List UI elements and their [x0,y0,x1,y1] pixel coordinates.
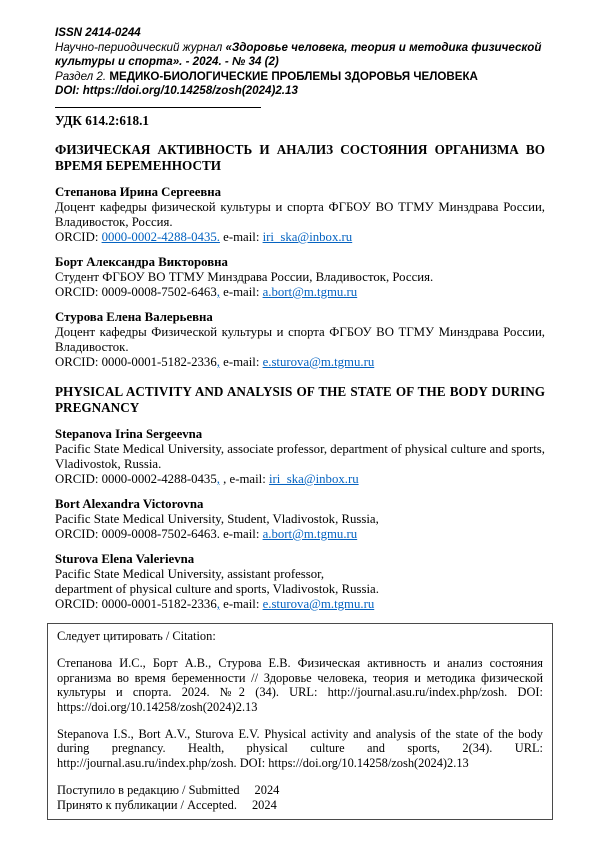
email-label: e-mail: [219,284,263,299]
author-name: Степанова Ирина Сергеевна [55,184,222,199]
email-label: , e-mail: [219,471,269,486]
article-title-ru: ФИЗИЧЕСКАЯ АКТИВНОСТЬ И АНАЛИЗ СОСТОЯНИЯ ОРГАНИЗМА ВО ВРЕМЯ БЕРЕМЕННОСТИ [55,141,545,174]
accepted-label: Принято к публикации / Accepted. [57,797,237,812]
affiliation-line: Доцент кафедры Физической культуры и спорта ФГБОУ ВО ТГМУ Минздрава России, Владивосток. [55,324,545,354]
orcid-link[interactable]: 0000-0002-4288-0435. [101,229,220,244]
author-affiliation [55,567,545,597]
author-name: Stepanova Irina Sergeevna [55,426,203,441]
author-name: Sturova Elena Valerievna [55,551,195,566]
email-label: e-mail: [219,354,263,369]
orcid-link[interactable]: , [216,354,220,369]
author-block-ru-sturova [55,310,545,370]
author-orcid-line [55,230,545,245]
orcid-value: ORCID: 0009-0008-7502-6463 [55,284,217,299]
author-block-en-stepanova [55,427,545,487]
issn: ISSN 2414-0244 [55,26,141,39]
submitted-label: Поступило в редакцию / Submitted [57,783,240,798]
affiliation-line: department of physical culture and sports, Vladivostok, Russia. [55,581,379,596]
journal-name: «Здоровье человека, теория и методика физической культуры и спорта». - 2024. - № 34 (2) [55,40,542,69]
author-name: Стурова Елена Валерьевна [55,309,213,324]
orcid-value: ORCID: 0000-0001-5182-2336 [55,596,217,611]
orcid-value: ORCID: 0009-0008-7502-6463. e-mail: [55,526,263,541]
affiliation-line: Pacific State Medical University, Student, Vladivostok, Russia, [55,511,379,526]
citation-box [47,623,553,820]
journal-issn-line [55,26,545,41]
affiliation-line: Pacific State Medical University, assistant professor, [55,566,325,581]
submission-dates [57,783,543,812]
author-affiliation [55,200,545,230]
divider-line [55,107,261,108]
author-block-en-sturova [55,552,545,612]
journal-type: Научно-периодический журнал [55,40,226,54]
author-affiliation [55,270,545,285]
author-block-ru-stepanova [55,185,545,245]
email-link[interactable]: e.sturova@m.tgmu.ru [262,354,375,369]
email-link[interactable]: a.bort@m.tgmu.ru [262,284,358,299]
author-block-ru-bort [55,255,545,300]
email-link[interactable]: e.sturova@m.tgmu.ru [262,596,375,611]
email-link[interactable]: iri_ska@inbox.ru [268,471,359,486]
author-affiliation [55,325,545,355]
author-name: Bort Alexandra Victorovna [55,496,204,511]
udk-code: УДК 614.2:618.1 [55,112,150,128]
author-affiliation [55,512,545,527]
author-orcid-line [55,472,545,487]
accepted-year: 2024 [251,797,277,812]
author-orcid-line [55,355,545,370]
author-name: Борт Александра Викторовна [55,254,228,269]
orcid-value: ORCID: 0000-0001-5182-2336 [55,354,217,369]
orcid-link[interactable]: , [216,596,220,611]
submitted-line [57,783,543,797]
author-block-en-bort [55,497,545,542]
journal-section-line [55,70,545,85]
citation-text-en: Stepanova I.S., Bort A.V., Sturova E.V. Physical activity and analysis of the state of the body during pregnancy. Health, physical culture and sports, 2(34). URL: http://journal.asu.ru/index.php/zosh. DOI: https://doi.org/10.14258/zosh(2024)2.13 [57,727,543,770]
section-number: Раздел 2. [55,69,110,83]
submitted-year: 2024 [254,783,280,798]
orcid-link[interactable]: , [216,471,220,486]
journal-header [55,26,545,99]
journal-doi-line [55,84,545,99]
article-title-en: PHYSICAL ACTIVITY AND ANALYSIS OF THE STATE OF THE BODY DURING PREGNANCY [55,383,545,416]
orcid-link[interactable]: , [216,284,220,299]
orcid-label: ORCID: [55,229,102,244]
orcid-value: ORCID: 0000-0002-4288-0435 [55,471,217,486]
journal-title-line [55,41,545,70]
affiliation-line: Студент ФГБОУ ВО ТГМУ Минздрава России, Владивосток, Россия. [55,269,434,284]
email-link[interactable]: a.bort@m.tgmu.ru [262,526,358,541]
citation-text-ru: Степанова И.С., Борт А.В., Стурова Е.В. Физическая активность и анализ состояния организма во время беременности // Здоровье человека, теория и методика физической культуры и спорта. 2024. №2 (34). URL: http://journal.asu.ru/index.php/zosh. DOI: https://doi.org/10.14258/zosh(2024)2.13 [57,656,543,714]
email-label: e-mail: [219,229,263,244]
author-orcid-line [55,285,545,300]
email-link[interactable]: iri_ska@inbox.ru [262,229,353,244]
author-orcid-line [55,597,545,612]
doi: DOI: https://doi.org/10.14258/zosh(2024)2.13 [55,84,298,98]
author-affiliation [55,442,545,472]
email-label: e-mail: [219,596,263,611]
author-orcid-line [55,527,545,542]
accepted-line [57,798,543,812]
section-title: МЕДИКО-БИОЛОГИЧЕСКИЕ ПРОБЛЕМЫ ЗДОРОВЬЯ ЧЕЛОВЕКА [109,69,478,83]
citation-label: Следует цитировать / Citation: [57,628,216,643]
affiliation-line: Pacific State Medical University, associate professor, department of physical culture and sports, Vladivostok, Russia. [55,441,545,471]
affiliation-line: Доцент кафедры физической культуры и спорта ФГБОУ ВО ТГМУ Минздрава России, Владивосток, Россия. [55,199,545,229]
